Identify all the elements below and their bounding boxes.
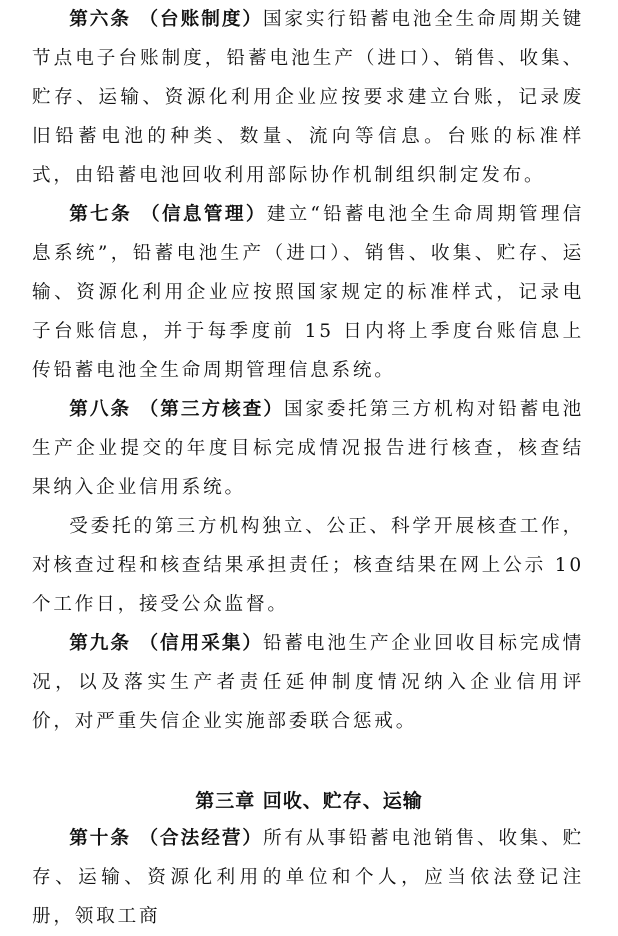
article-8-paragraph-2: [32, 507, 584, 624]
article-8: [32, 390, 584, 507]
article-9-heading: 第九条 （信用采集）: [69, 633, 264, 654]
article-7-body: 建立“铅蓄电池全生命周期管理信息系统”，铅蓄电池生产（进口）、销售、收集、贮存、运输、资源化利用企业应按照国家规定的标准样式，记录电子台账信息，并于每季度前 15 日内将上季度台账信息上传铅蓄电池全生命周期管理信息系统。: [32, 204, 584, 381]
article-9-body: 铅蓄电池生产企业回收目标完成情况，以及落实生产者责任延伸制度情况纳入企业信用评价，对严重失信企业实施部委联合惩戒。: [32, 633, 584, 732]
article-8-heading: 第八条 （第三方核查）: [69, 399, 284, 420]
article-8-body: 国家委托第三方机构对铅蓄电池生产企业提交的年度目标完成情况报告进行核查，核查结果纳入企业信用系统。: [32, 399, 584, 498]
article-6-heading: 第六条 （台账制度）: [69, 9, 264, 30]
article-6: [32, 0, 584, 195]
article-10-heading: 第十条 （合法经营）: [69, 828, 264, 849]
article-10-body: 所有从事铅蓄电池销售、收集、贮存、运输、资源化利用的单位和个人，应当依法登记注册，领取工商: [32, 828, 584, 927]
article-8-paragraph-2-body: 受委托的第三方机构独立、公正、科学开展核查工作，对核查过程和核查结果承担责任；核查结果在网上公示 10 个工作日，接受公众监督。: [32, 516, 584, 615]
article-9: [32, 624, 584, 741]
chapter-title: 第三章 回收、贮存、运输: [195, 790, 423, 812]
article-10: [32, 819, 584, 936]
article-6-body: 国家实行铅蓄电池全生命周期关键节点电子台账制度，铅蓄电池生产（进口）、销售、收集、贮存、运输、资源化利用企业应按要求建立台账，记录废旧铅蓄电池的种类、数量、流向等信息。台账的标准样式，由铅蓄电池回收利用部际协作机制组织制定发布。: [32, 9, 584, 186]
article-7-heading: 第七条 （信息管理）: [69, 204, 267, 225]
article-7: [32, 195, 584, 390]
